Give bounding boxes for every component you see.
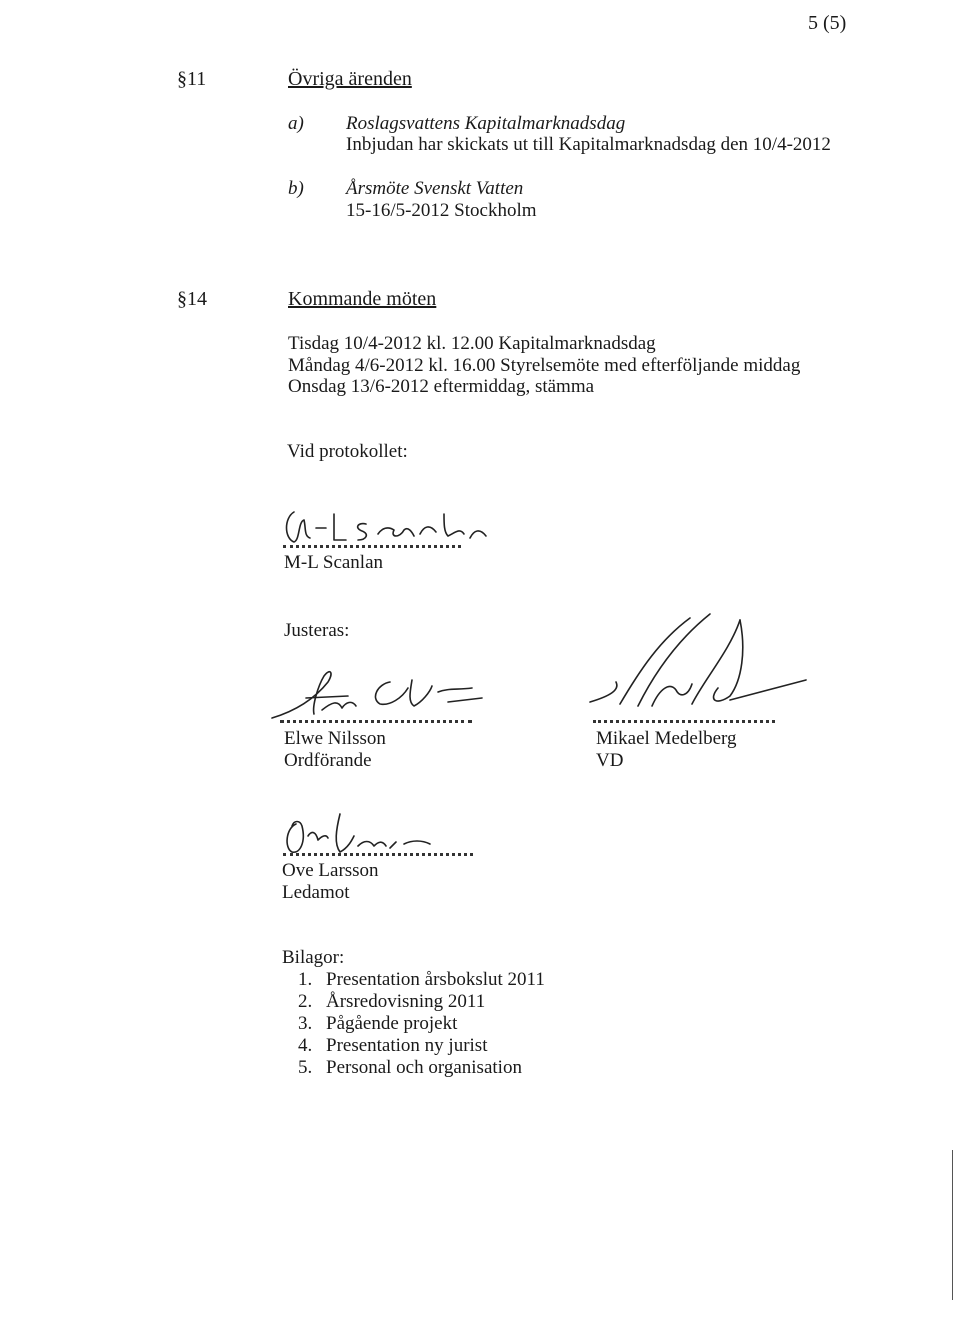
secretary-signature xyxy=(280,500,520,550)
protocol-label: Vid protokollet: xyxy=(287,441,408,462)
attachment-3-text: Pågående projekt xyxy=(326,1013,458,1034)
ceo-role: VD xyxy=(596,750,624,771)
item-a-text: Inbjudan har skickats ut till Kapitalmarknadsdag den 10/4-2012 xyxy=(346,134,831,155)
meeting-line-3: Onsdag 13/6-2012 eftermiddag, stämma xyxy=(288,376,595,397)
meeting-line-2: Måndag 4/6-2012 kl. 16.00 Styrelsemöte med efterföljande middag xyxy=(288,355,801,376)
chair-signature-line xyxy=(280,720,472,723)
member-signature-line xyxy=(283,853,473,856)
chair-role: Ordförande xyxy=(284,750,372,771)
attachment-5-text: Personal och organisation xyxy=(326,1057,522,1078)
item-b-marker: b) xyxy=(288,178,304,199)
member-name: Ove Larsson xyxy=(282,860,379,881)
item-b-title: Årsmöte Svenskt Vatten xyxy=(346,178,524,199)
ceo-signature-line xyxy=(593,720,775,723)
section-14-title: Kommande möten xyxy=(288,288,437,310)
item-a-marker: a) xyxy=(288,113,304,134)
ceo-name: Mikael Medelberg xyxy=(596,728,737,749)
section-11-number: §11 xyxy=(177,68,207,90)
item-a-title: Roslagsvattens Kapitalmarknadsdag xyxy=(346,113,626,134)
attachment-2-text: Årsredovisning 2011 xyxy=(326,991,486,1012)
item-b-text: 15-16/5-2012 Stockholm xyxy=(346,200,537,221)
attachments-label: Bilagor: xyxy=(282,947,345,968)
meeting-line-1: Tisdag 10/4-2012 kl. 12.00 Kapitalmarknadsdag xyxy=(288,333,656,354)
attachment-4-num: 4. xyxy=(298,1035,313,1056)
scan-edge-line xyxy=(952,1150,953,1300)
member-role: Ledamot xyxy=(282,882,350,903)
attachment-1-text: Presentation årsbokslut 2011 xyxy=(326,969,545,990)
attachment-1-num: 1. xyxy=(298,969,313,990)
attachment-3-num: 3. xyxy=(298,1013,313,1034)
attachment-4-text: Presentation ny jurist xyxy=(326,1035,488,1056)
chair-name: Elwe Nilsson xyxy=(284,728,386,749)
section-11-title: Övriga ärenden xyxy=(288,68,412,90)
page-number: 5 (5) xyxy=(808,12,847,34)
attachment-5-num: 5. xyxy=(298,1057,313,1078)
section-14-number: §14 xyxy=(177,288,207,310)
attachment-2-num: 2. xyxy=(298,991,313,1012)
ceo-signature xyxy=(580,610,820,720)
adjust-label: Justeras: xyxy=(284,620,350,641)
secretary-signature-line xyxy=(283,545,461,548)
member-signature xyxy=(278,806,498,866)
secretary-name: M-L Scanlan xyxy=(284,552,384,573)
